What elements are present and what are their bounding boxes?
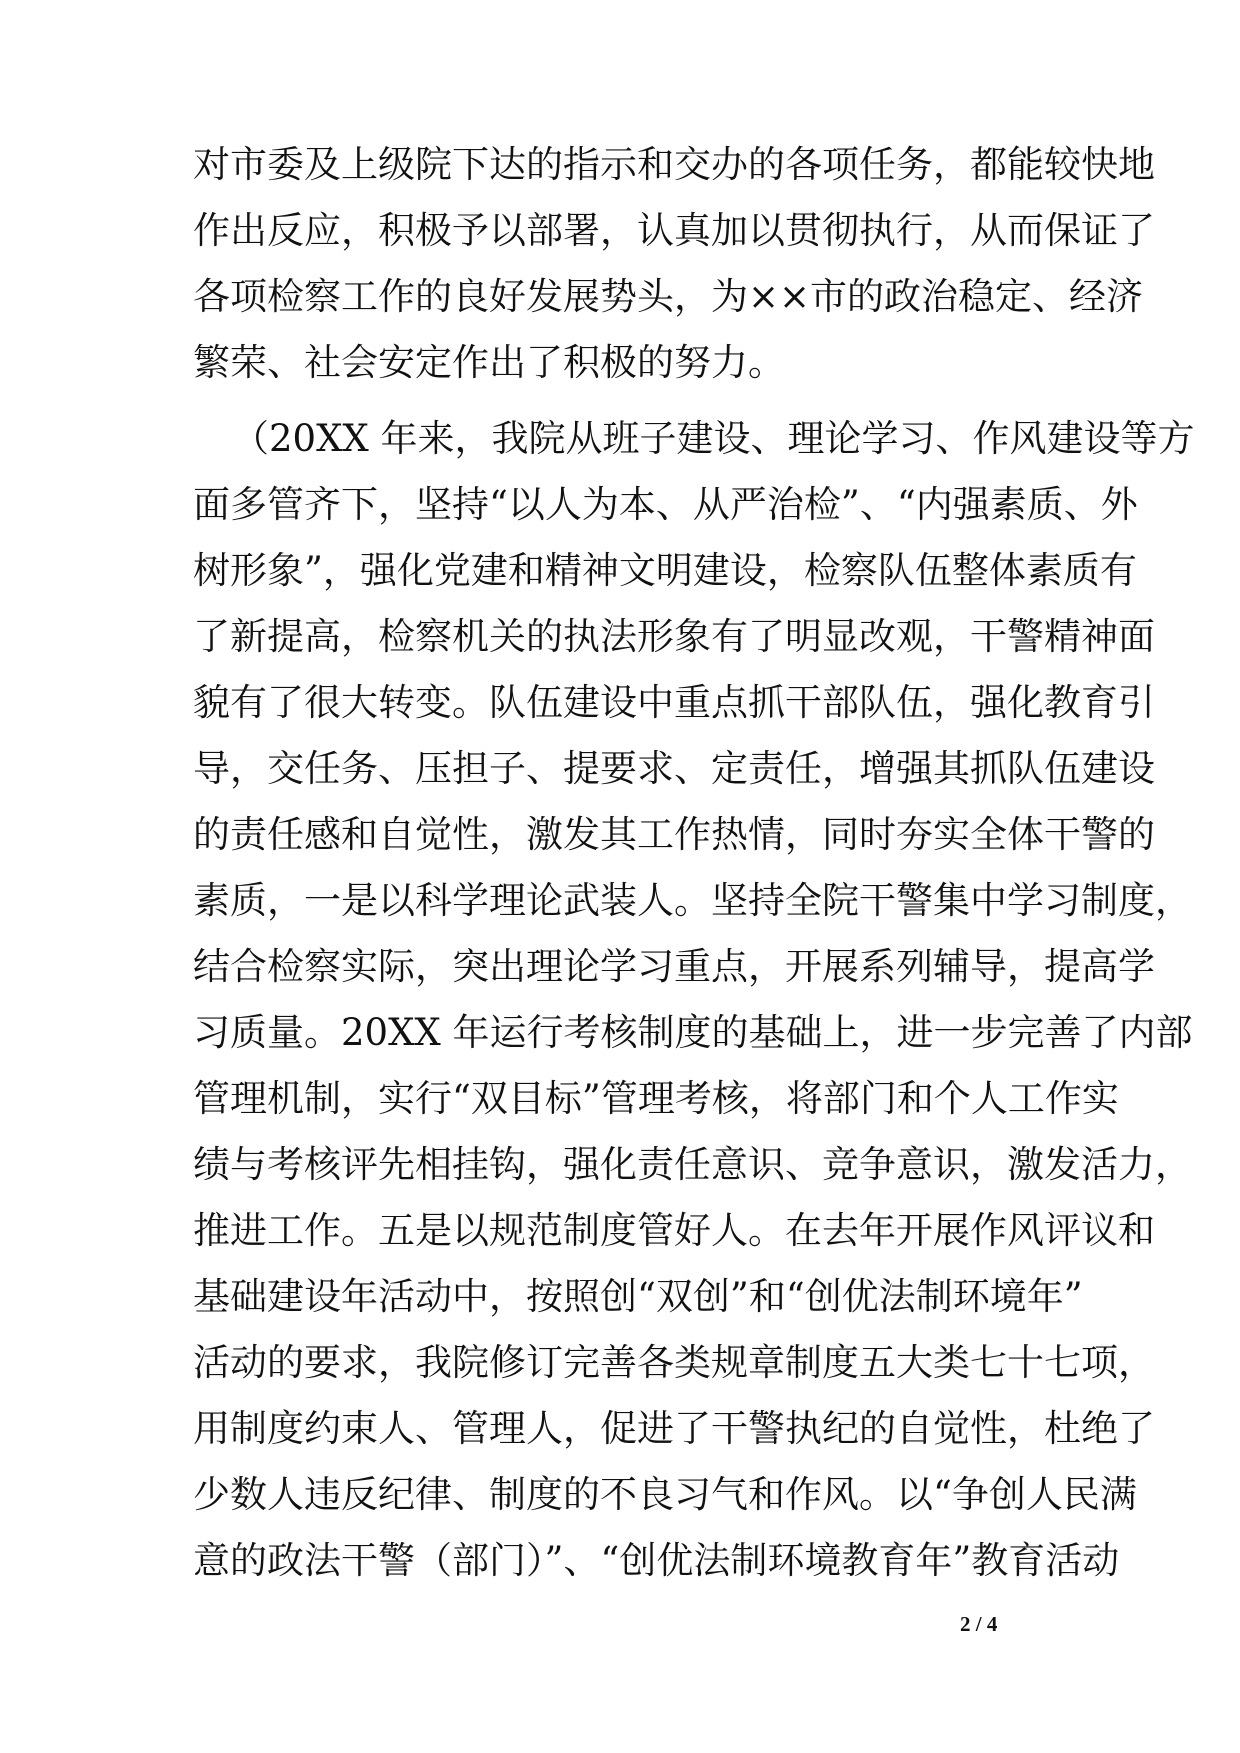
- text-line: 各项检察工作的良好发展势头，为××市的政治稳定、经济: [193, 275, 1144, 318]
- text-line: 活动的要求，我院修订完善各类规章制度五大类七十七项，: [193, 1341, 1155, 1384]
- text-line: 管理机制，实行“双目标”管理考核，将部门和个人工作实: [193, 1077, 1119, 1120]
- text-line: 面多管齐下，坚持“以人为本、从严治检”、“内强素质、外: [193, 483, 1138, 526]
- text-line: 树形象”，强化党建和精神文明建设，检察队伍整体素质有: [193, 549, 1137, 592]
- text-line: 习质量。20XX 年运行考核制度的基础上，进一步完善了内部: [193, 1011, 1193, 1054]
- text-line: 用制度约束人、管理人，促进了干警执纪的自觉性，杜绝了: [193, 1407, 1155, 1450]
- text-line: 貌有了很大转变。队伍建设中重点抓干部队伍，强化教育引: [193, 681, 1155, 724]
- text-line: 结合检察实际，突出理论学习重点，开展系列辅导，提高学: [193, 945, 1155, 988]
- text-line: 推进工作。五是以规范制度管好人。在去年开展作风评议和: [193, 1209, 1155, 1252]
- text-line: 对市委及上级院下达的指示和交办的各项任务，都能较快地: [193, 143, 1155, 186]
- text-line: 作出反应，积极予以部署，认真加以贯彻执行，从而保证了: [193, 209, 1155, 252]
- text-line: 了新提高，检察机关的执法形象有了明显改观，干警精神面: [193, 615, 1155, 658]
- text-line: 基础建设年活动中，按照创“双创”和“创优法制环境年”: [193, 1275, 1083, 1318]
- text-line: 素质，一是以科学理论武装人。坚持全院干警集中学习制度，: [193, 879, 1192, 922]
- text-line: 意的政法干警（部门）”、“创优法制环境教育年”教育活动: [193, 1539, 1120, 1582]
- text-line: （20XX 年来，我院从班子建设、理论学习、作风建设等方: [232, 417, 1195, 460]
- page-number: 2 / 4: [960, 1612, 998, 1636]
- text-line: 的责任感和自觉性，激发其工作热情，同时夯实全体干警的: [193, 813, 1155, 856]
- text-line: 少数人违反纪律、制度的不良习气和作风。以“争创人民满: [193, 1473, 1137, 1516]
- text-line: 导，交任务、压担子、提要求、定责任，增强其抓队伍建设: [193, 747, 1155, 790]
- text-line: 绩与考核评先相挂钩，强化责任意识、竞争意识，激发活力，: [193, 1143, 1192, 1186]
- text-line: 繁荣、社会安定作出了积极的努力。: [193, 341, 785, 384]
